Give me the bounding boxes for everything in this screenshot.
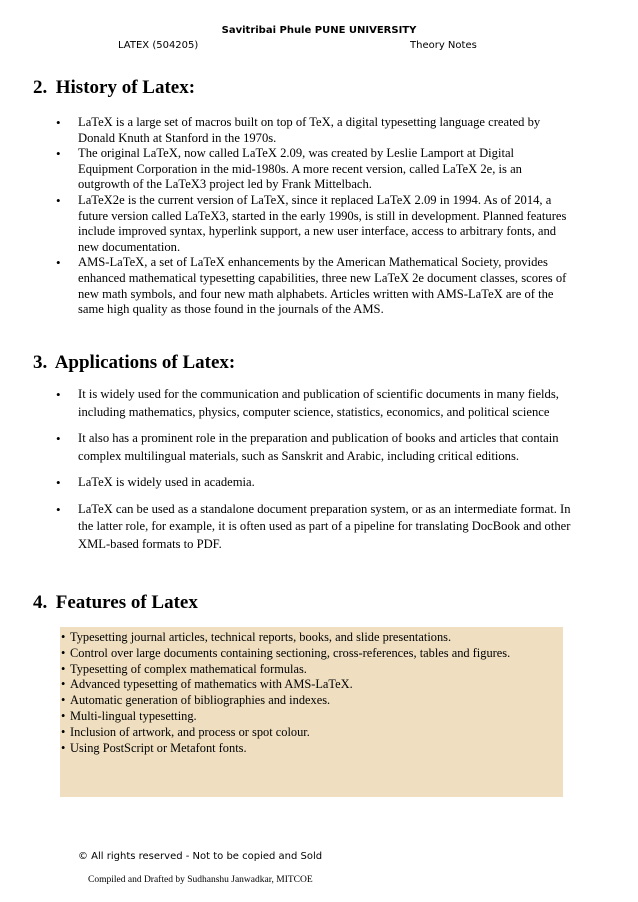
list-item: • LaTeX is widely used in academia. bbox=[52, 474, 572, 492]
list-item: • AMS-LaTeX, a set of LaTeX enhancements by the American Mathematical Society, provides enhanced mathematical typesetting capabilities, three new LaTeX 2e document classes, scores of new math symbols, and four new math alphabets. Articles written with AMS-LaTeX are of the same high quality as those found in the journals of the AMS. bbox=[52, 255, 572, 317]
compiled-by: Compiled and Drafted by Sudhanshu Janwadkar, MITCOE bbox=[88, 875, 313, 885]
university-name: Savitribai Phule PUNE UNIVERSITY bbox=[221, 25, 417, 36]
history-list bbox=[52, 115, 572, 318]
copyright-notice: © All rights reserved - Not to be copied and Sold bbox=[78, 851, 323, 862]
section-title: Applications of Latex: bbox=[54, 352, 236, 373]
notes-label: Theory Notes bbox=[410, 40, 477, 51]
section-title: History of Latex: bbox=[55, 77, 196, 98]
list-item: • Advanced typesetting of mathematics with AMS-LaTeX. bbox=[60, 677, 563, 693]
list-item: • Typesetting journal articles, technical reports, books, and slide presentations. bbox=[60, 630, 563, 646]
features-list bbox=[60, 627, 563, 756]
list-item: • Automatic generation of bibliographies and indexes. bbox=[60, 693, 563, 709]
section-number: 3. bbox=[33, 352, 48, 373]
features-box bbox=[60, 627, 563, 797]
list-item: • Using PostScript or Metafont fonts. bbox=[60, 741, 563, 757]
list-item: • It is widely used for the communication and publication of scientific documents in many fields, including mathematics, physics, computer science, statistics, economics, and political science bbox=[52, 386, 572, 421]
list-item: • LaTeX can be used as a standalone document preparation system, or as an intermediate format. In the latter role, for example, it is often used as part of a pipeline for translating DocBook and other XML-based formats to PDF. bbox=[52, 501, 572, 554]
section-number: 4. bbox=[33, 592, 48, 613]
list-item: • Multi-lingual typesetting. bbox=[60, 709, 563, 725]
section-heading-applications bbox=[33, 352, 235, 374]
list-item: • Inclusion of artwork, and process or spot colour. bbox=[60, 725, 563, 741]
course-code: LATEX (504205) bbox=[118, 40, 199, 51]
list-item: • Control over large documents containing sectioning, cross-references, tables and figures. bbox=[60, 646, 563, 662]
section-number: 2. bbox=[33, 77, 48, 98]
list-item: • LaTeX is a large set of macros built on top of TeX, a digital typesetting language created by Donald Knuth at Stanford in the 1970s. bbox=[52, 115, 572, 146]
list-item: • Typesetting of complex mathematical formulas. bbox=[60, 662, 563, 678]
section-heading-history bbox=[33, 77, 195, 99]
list-item: • LaTeX2e is the current version of LaTeX, since it replaced LaTeX 2.09 in 1994. As of 2014, a future version called LaTeX3, started in the early 1990s, is still in development. Planned features include improved syntax, hyperlink support, a new user interface, access to arbitrary fonts, and new documentation. bbox=[52, 193, 572, 255]
section-title: Features of Latex bbox=[55, 592, 198, 613]
applications-list bbox=[52, 386, 572, 562]
section-heading-features bbox=[33, 592, 198, 614]
list-item: • It also has a prominent role in the preparation and publication of books and articles that contain complex multilingual materials, such as Sanskrit and Arabic, including critical editions. bbox=[52, 430, 572, 465]
list-item: • The original LaTeX, now called LaTeX 2.09, was created by Leslie Lamport at Digital Equipment Corporation in the mid-1980s. A more recent version, called LaTeX 2e, is an outgrowth of the LaTeX3 project led by Frank Mittelbach. bbox=[52, 146, 572, 193]
